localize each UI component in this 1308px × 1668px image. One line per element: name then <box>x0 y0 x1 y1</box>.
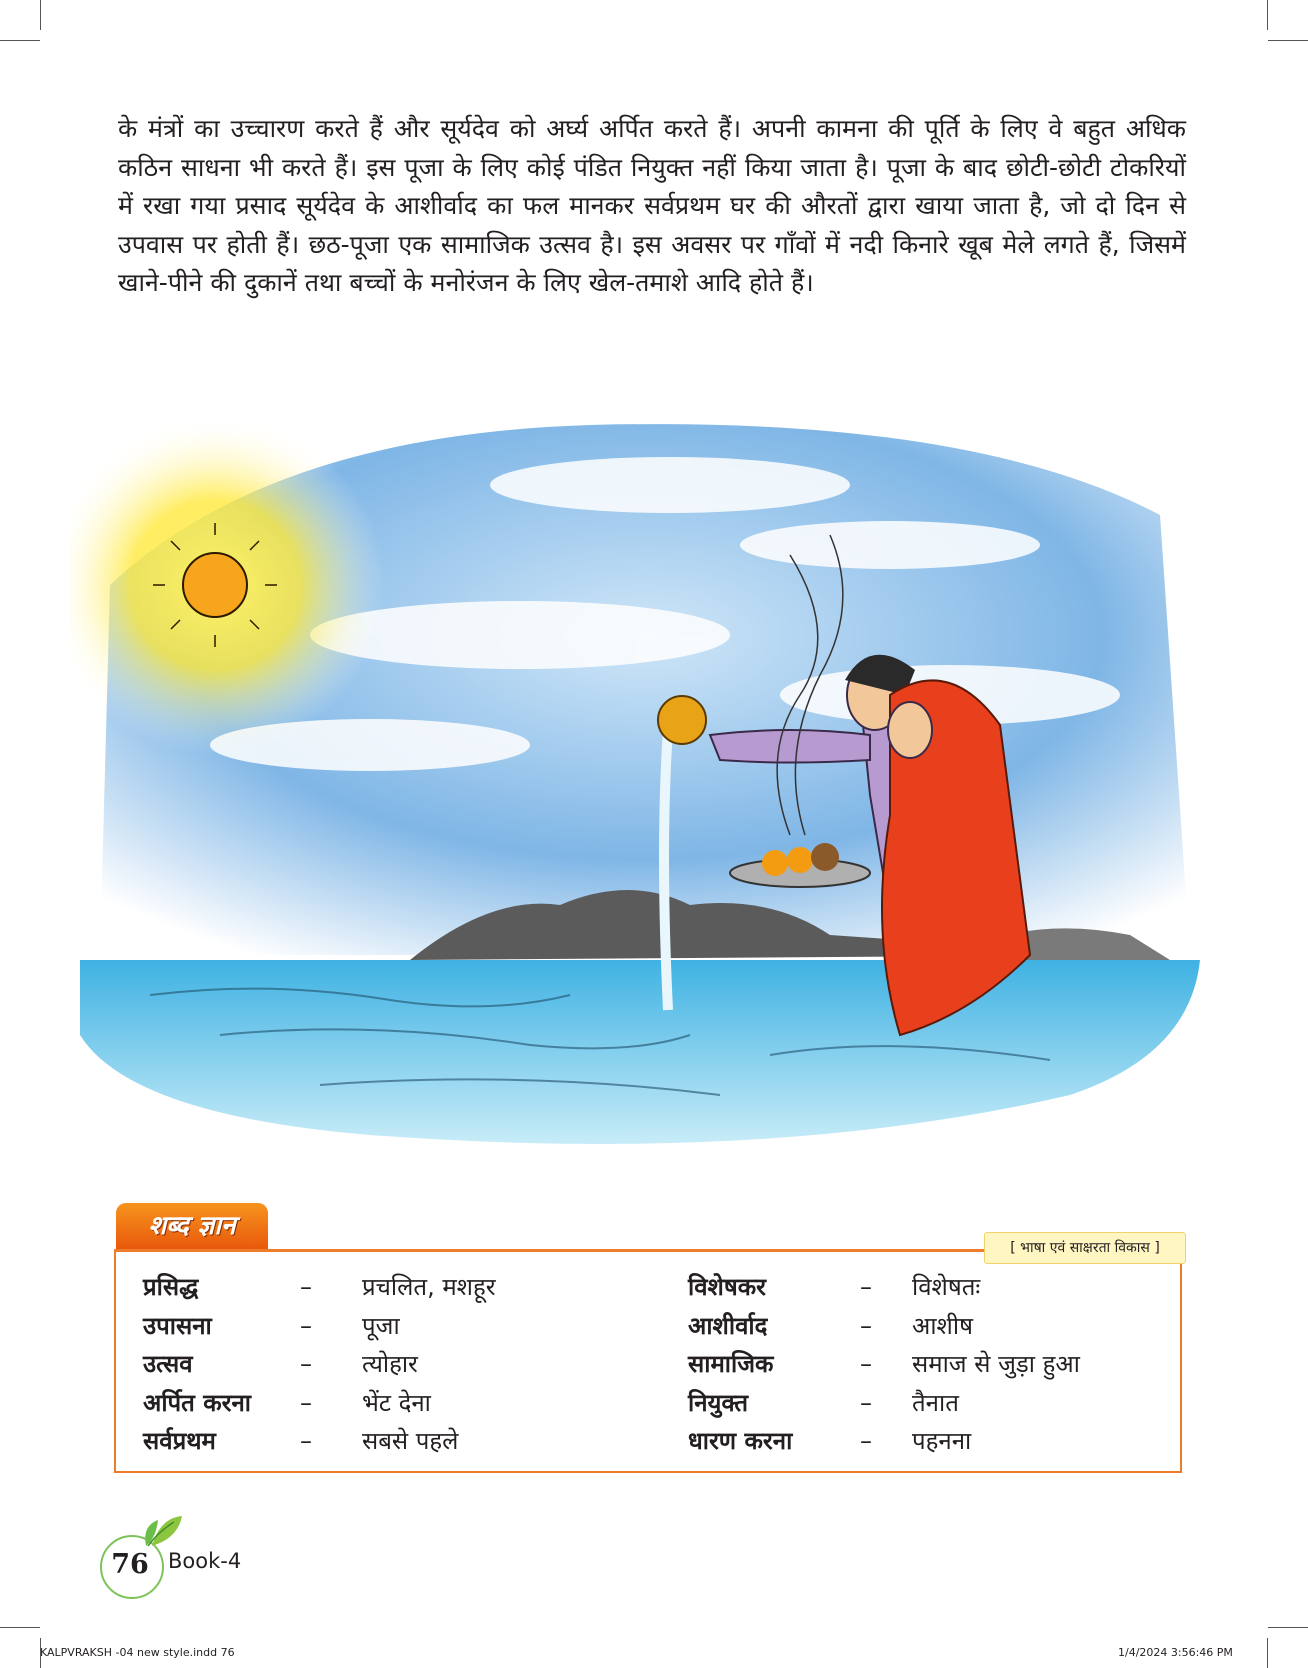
book-label: Book-4 <box>168 1549 242 1573</box>
dash: – <box>300 1273 312 1301</box>
vocab-word: उपासना <box>143 1311 212 1340</box>
vocab-word: आशीर्वाद <box>688 1311 768 1340</box>
vocab-meaning: विशेषतः <box>912 1273 981 1301</box>
crop-mark <box>1267 1638 1268 1668</box>
vocab-word: सामाजिक <box>688 1350 774 1378</box>
crop-mark <box>1268 40 1308 41</box>
vocab-word: प्रसिद्ध <box>143 1273 199 1301</box>
vocab-meaning: पहनना <box>912 1427 972 1455</box>
left-words-column <box>143 1268 251 1461</box>
vocab-meaning: भेंट देना <box>362 1388 431 1417</box>
shabd-gyan-title: शब्द ज्ञान <box>116 1203 268 1249</box>
dash: – <box>860 1388 872 1417</box>
dash: – <box>300 1311 312 1340</box>
dash: – <box>300 1350 312 1378</box>
vocab-word: धारण करना <box>688 1427 793 1455</box>
left-dash-column <box>300 1268 312 1461</box>
vocab-meaning: पूजा <box>362 1311 400 1340</box>
crop-mark <box>40 0 41 30</box>
vocab-word: नियुक्त <box>688 1388 748 1417</box>
dash: – <box>300 1388 312 1417</box>
vocab-meaning: सबसे पहले <box>362 1427 459 1455</box>
right-meanings-column <box>912 1268 1080 1461</box>
body-paragraph: के मंत्रों का उच्चारण करते हैं और सूर्यदेव को अर्घ्य अर्पित करते हैं। अपनी कामना की पूर्ति के लिए वे बहुत अधिक कठिन साधना भी करते हैं। इस पूजा के लिए कोई पंडित नियुक्त नहीं किया जाता है। पूजा के बाद छोटी-छोटी टोकरियों में रखा गया प्रसाद सूर्यदेव के आशीर्वाद का फल मानकर सर्वप्रथम घर की औरतों द्वारा खाया जाता है, जो दो दिन से उपवास पर होती हैं। छठ-पूजा एक सामाजिक उत्सव है। इस अवसर पर गाँवों में नदी किनारे खूब मेले लगते हैं, जिसमें खाने-पीने की दुकानें तथा बच्चों के मनोरंजन के लिए खेल-तमाशे आदि होते हैं। <box>118 114 1186 297</box>
vocab-meaning: समाज से जुड़ा हुआ <box>912 1350 1080 1378</box>
crop-mark <box>1268 1627 1308 1628</box>
crop-mark <box>0 1627 40 1628</box>
dash: – <box>860 1273 872 1301</box>
chhath-puja-illustration <box>70 395 1220 1170</box>
dash: – <box>300 1427 312 1455</box>
vocab-word: विशेषकर <box>688 1273 766 1301</box>
dash: – <box>860 1311 872 1340</box>
left-meanings-column <box>362 1268 496 1461</box>
footer-filename: KALPVRAKSH -04 new style.indd 76 <box>40 1646 235 1659</box>
vocab-word: अर्पित करना <box>143 1388 252 1417</box>
vocab-word: उत्सव <box>143 1350 193 1378</box>
right-words-column <box>688 1268 792 1461</box>
vocab-meaning: आशीष <box>912 1311 973 1340</box>
crop-mark <box>1267 0 1268 30</box>
vocab-meaning: प्रचलित, मशहूर <box>362 1273 496 1301</box>
right-dash-column <box>860 1268 872 1461</box>
shabd-gyan-tag: [ भाषा एवं साक्षरता विकास ] <box>984 1232 1186 1264</box>
dash: – <box>860 1350 872 1378</box>
vocab-word: सर्वप्रथम <box>143 1427 216 1455</box>
footer-timestamp: 1/4/2024 3:56:46 PM <box>1118 1646 1233 1659</box>
vocab-meaning: तैनात <box>912 1388 959 1417</box>
page-number: 76 <box>111 1549 149 1580</box>
dash: – <box>860 1427 872 1455</box>
crop-mark <box>0 40 40 41</box>
vocab-meaning: त्योहार <box>362 1350 418 1378</box>
